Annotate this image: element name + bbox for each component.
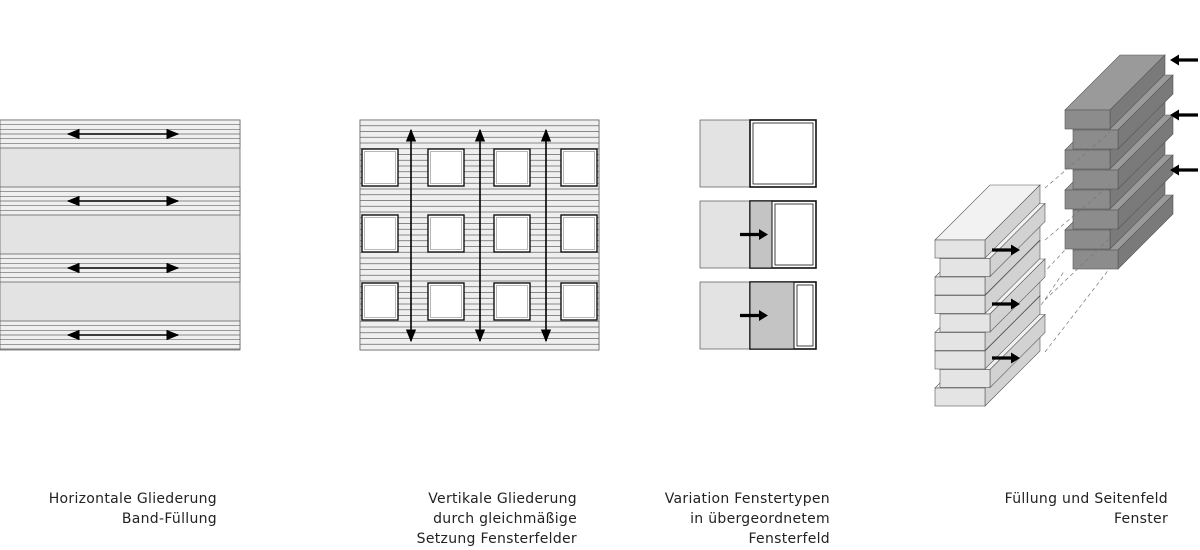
- window: [494, 283, 530, 320]
- window: [561, 283, 597, 320]
- window: [494, 215, 530, 252]
- block-front: [1065, 110, 1110, 129]
- block-front: [940, 314, 990, 332]
- block-front: [1073, 170, 1118, 189]
- window: [362, 283, 398, 320]
- block-front: [1073, 250, 1118, 269]
- block-front: [940, 370, 990, 388]
- block-front: [1065, 230, 1110, 249]
- insert-arrow: [1170, 165, 1198, 176]
- window: [561, 215, 597, 252]
- window: [362, 215, 398, 252]
- projection-line: [1045, 268, 1110, 352]
- block-front: [1073, 210, 1118, 229]
- block-front: [935, 388, 985, 406]
- block-front: [935, 296, 985, 314]
- block-front: [1073, 130, 1118, 149]
- filling-side-panel-diagram: [935, 55, 1198, 407]
- window: [428, 283, 464, 320]
- block-front: [935, 240, 985, 258]
- window: [362, 149, 398, 186]
- window-type-variation-diagram: [700, 120, 816, 349]
- window: [561, 149, 597, 186]
- window: [494, 149, 530, 186]
- facade-panel: [0, 120, 240, 350]
- block-front: [935, 277, 985, 295]
- caption-vertical: Vertikale Gliederung durch gleichmäßige Setzung Fensterfelder: [416, 491, 577, 547]
- caption-variation: Variation Fenstertypen in übergeordnetem Fensterfeld: [664, 491, 830, 547]
- horizontal-structure-diagram: [0, 120, 240, 350]
- block-front: [1065, 150, 1110, 169]
- block-front: [935, 351, 985, 369]
- block-front: [1065, 190, 1110, 209]
- caption-filling: Füllung und Seitenfeld Fenster: [1004, 491, 1168, 527]
- block-front: [940, 259, 990, 277]
- block-front: [935, 333, 985, 351]
- window: [428, 149, 464, 186]
- window: [750, 120, 816, 187]
- insert-arrow: [1170, 110, 1198, 121]
- vertical-structure-diagram: [360, 120, 599, 350]
- insert-arrow: [1170, 55, 1198, 66]
- window: [428, 215, 464, 252]
- caption-horizontal: Horizontale Gliederung Band-Füllung: [48, 491, 217, 527]
